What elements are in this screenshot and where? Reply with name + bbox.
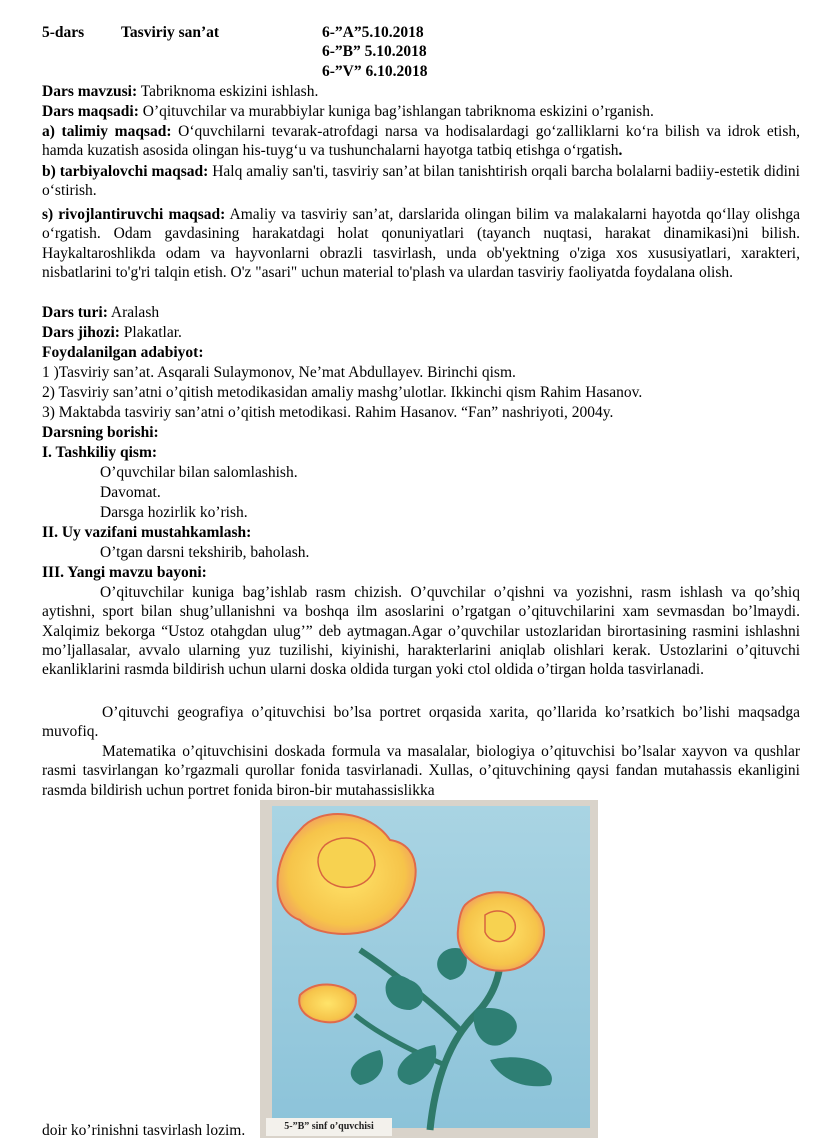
literature-heading: Foydalanilgan adabiyot: [42,344,204,361]
literature-item: 3) Maktabda tasviriy san’atni o’qitish metodikasi. Rahim Hasanov. “Fan” nashriyoti, 2004y. [42,404,614,421]
section-1-item: Davomat. [100,484,161,501]
literature-item: 1 )Tasviriy san’at. Asqarali Sulaymonov, Ne’mat Abdullayev. Birinchi qism. [42,364,516,381]
edu-goal-end: . [618,142,623,160]
equipment-value: Plakatlar. [119,324,182,341]
photo-caption: 5-”B” sinf o’quvchisi [266,1118,392,1136]
goal-value: O’qituvchilar va murabbiylar kuniga bag’ishlangan tabriknoma eskizini o’rganish. [138,103,654,120]
section-3-paragraph-4: doir ko’rinishni tasvirlash lozim. [42,1122,246,1139]
class-date-b: 6-”B” 5.10.2018 [322,43,427,60]
type-line [42,303,159,322]
rose-drawing-image [260,800,598,1138]
section-3-paragraph-1: O’qituvchilar kuniga bag’ishlab rasm chizish. O’quvchilar o’qishni va yozishni, rasm ishlash va qo’shiq aytishni, sport bilan shug’ullanishni va boshqa ilm asoslarini o’rgatgan o’qituvchilarini xam sevmasdan bo’lmaydi. Xalqimiz bekorga “Ustoz otahgdan ulug’” deb aytmagan.Agar o’quvchilar ustozlaridan birortasining rasmini ishlashni mo’ljallasalar, avvalo ularning yuz tuzilishi, kiyinishi, harakterlarini aniqlab olishlari kerak. Ustozlarini o’qituvchi ekanliklarini rasmda bildirish uchun ularni doska oldida turgan yoki ctol oldida o’tirgan holda tasvirlanadi. [42,584,800,679]
edu-goal-label: a) talimiy maqsad: [42,123,172,140]
goal-line [42,102,654,121]
topic-line [42,82,318,101]
literature-item: 2) Tasviriy san’atni o’qitish metodikasidan amaliy mashg’ulotlar. Ikkinchi qism Rahim Hasanov. [42,384,643,401]
section-1-item: Darsga hozirlik ko’rish. [100,504,248,521]
dev-goal-paragraph [42,205,800,282]
dev-goal-label: s) rivojlantiruvchi maqsad: [42,206,226,223]
section-2-item: O’tgan darsni tekshirib, baholash. [100,544,310,561]
equipment-label: Dars jihozi: [42,324,120,341]
type-value: Aralash [107,304,160,321]
goal-label: Dars maqsadi: [42,103,139,120]
class-date-a: 6-”A”5.10.2018 [322,24,424,41]
progress-heading: Darsning borishi: [42,424,159,441]
subject-title: Tasviriy san’at [121,24,220,41]
section-1-title: I. Tashkiliy qism: [42,444,158,461]
upbringing-goal-paragraph [42,162,800,201]
section-3-paragraph-2: O’qituvchi geografiya o’qituvchisi bo’lsa portret orqasida xarita, qo’llarida ko’rsatkich bo’lishi maqsadga muvofiq. [42,704,800,741]
section-1-item: O’quvchilar bilan salomlashish. [100,464,298,481]
student-drawing-photo [260,800,598,1138]
edu-goal-paragraph [42,122,800,161]
equipment-line [42,323,182,342]
upbringing-goal-value: Halq amaliy san'ti, tasviriy san’at bilan tanishtirish orqali barcha bolalarni badiiy-estetik didini o‘stirish. [42,163,800,200]
dev-goal-value: Amaliy va tasviriy san’at, darslarida olingan bilim va malakalarni hayotda qo‘llay olishga o‘rgatish. Odam gavdasining harakatdagi holat qonuniyatlari (tayanch nuqtasi, harakat dinamikasi)ni bilish. Haykaltaroshlikda odam va hayvonlarni obrazli tasvirlash, unda ob'yektning o'ziga xos xususiyatlari, xarakteri, nisbatlarini to'g'ri talqin etish. O'z "asari" uchun material to'plash va ulardan tasviriy faoliyatda foydalana olish. [42,206,801,281]
section-3-paragraph-3: Matematika o’qituvchisini doskada formula va masalalar, biologiya o’qituvchisi bo’lsalar xayvon va qushlar rasmi tasvirlangan ko’rgazmali qurollar fonida tasvirlanadi. Xullas, o’qituvchining qaysi fandan mutahassis ekanligini rasmda bildirish uchun portret fonida biron-bir mutahassislikka [42,743,800,799]
section-2-title: II. Uy vazifani mustahkamlash: [42,524,252,541]
section-3-title: III. Yangi mavzu bayoni: [42,564,207,581]
type-label: Dars turi: [42,304,108,321]
topic-label: Dars mavzusi: [42,83,138,100]
upbringing-goal-label: b) tarbiyalovchi maqsad: [42,163,209,180]
class-date-v: 6-”V” 6.10.2018 [322,63,428,80]
lesson-number: 5-dars [42,24,85,41]
topic-value: Tabriknoma eskizini ishlash. [137,83,319,100]
edu-goal-value: O‘quvchilarni tevarak-atrofdagi narsa va hodisalardagi go‘zalliklarni ko‘ra bilish va idrok etish, hamda kuzatish asosida olingan his-tuyg‘u va tushunchalarni hayotga tatbiq etishga o‘rgatish [42,123,801,160]
